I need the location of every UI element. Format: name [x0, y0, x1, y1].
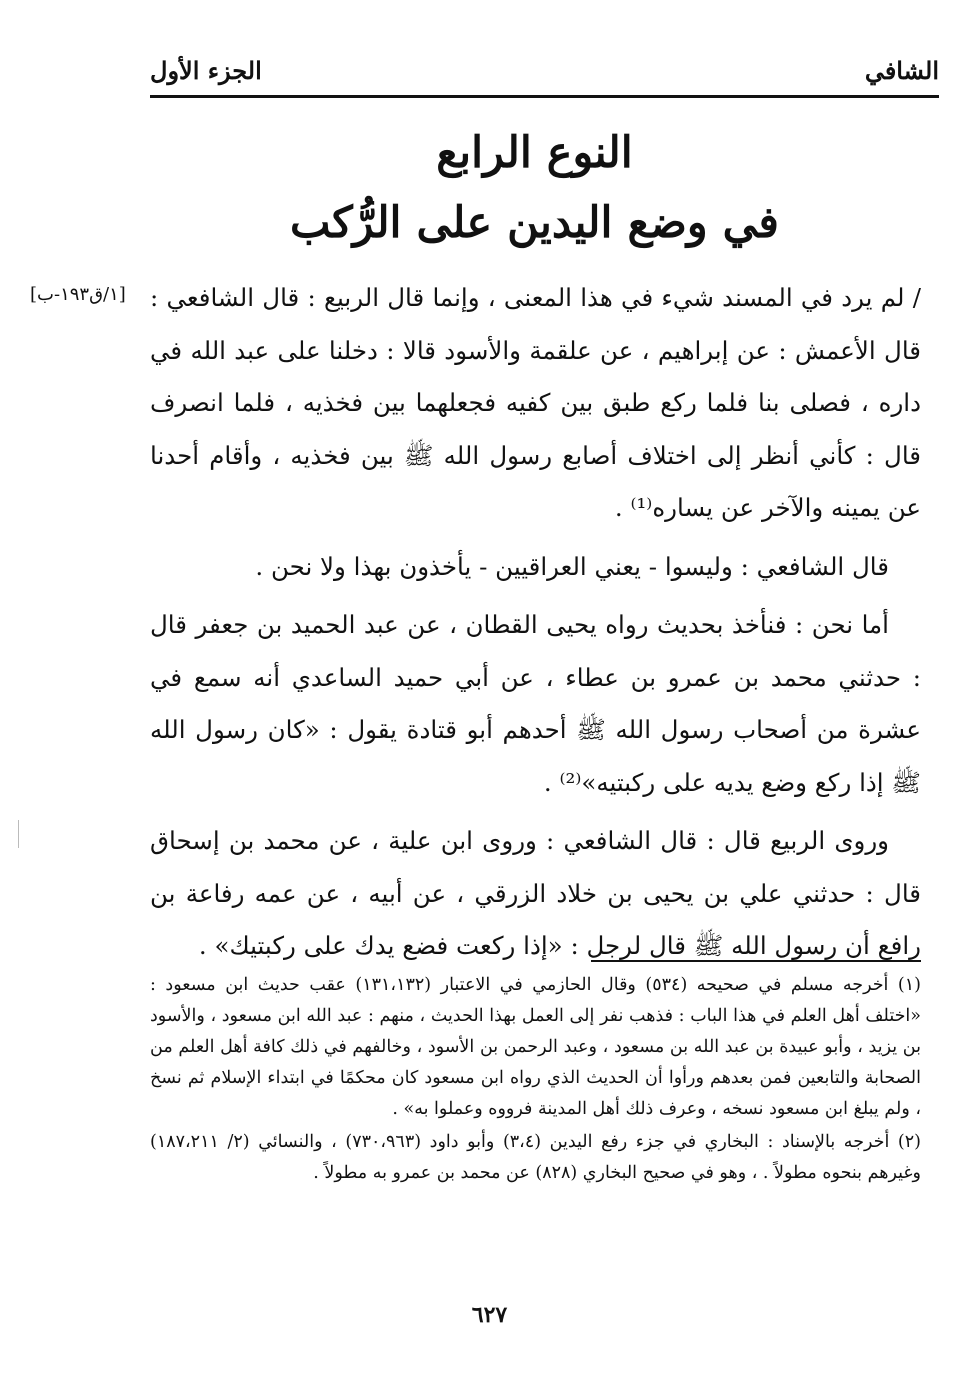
paragraph: أما نحن : فنأخذ بحديث رواه يحيى القطان ، عن عبد الحميد بن جعفر قال : حدثني محمد بن عمرو بن عطاء ، عن أبي حميد الساعدي أنه سمع في عشرة من أصحاب رسول الله ﷺ أحدهم أبو قتادة يقول : «كان رسول الله ﷺ إذا ركع وضع يديه على ركبتيه»⁽²⁾ .: [150, 610, 921, 797]
volume-label: الجزء الأول: [150, 56, 262, 85]
footnote: (١) أخرجه مسلم في صحيحه (٥٣٤) وقال الحازمي في الاعتبار (١٣١،١٣٢) عقب حديث ابن مسعود : «اختلف أهل العلم في هذا الباب : فذهب نفر إلى العمل بهذا الحديث ، منهم : عبد الله ابن مسعود ، والأسود بن يزيد ، وأبو عبيدة بن عبد الله بن مسعود ، وعبد الرحمن بن الأسود ، وخالفهم في ذلك كافة أهل العلم من الصحابة والتابعين فمن بعدهم ورأوا أن الحديث الذي رواه ابن مسعود كان محكمًا في ابتداء الإسلام ثم نسخ ، ولم يبلغ ابن مسعود نسخه ، وعرف ذلك أهل المدينة فرووه وعملوا به» .: [150, 975, 921, 1119]
footnotes: [150, 970, 921, 1191]
header-rule: [150, 95, 939, 98]
margin-reference: [١/ق١٩٣-ب]: [30, 284, 126, 305]
main-text: [150, 272, 921, 979]
section-title-line-2: في وضع اليدين على الرُّكب: [290, 198, 779, 248]
paragraph: وروى الربيع قال : قال الشافعي : وروى ابن علية ، عن محمد بن إسحاق قال : حدثني علي بن يحيى بن خلاد الزرقي ، عن أبيه ، عن عمه رفاعة بن رافع أن رسول الله ﷺ قال لرجل : «إذا ركعت فضع يدك على ركبتيك» .: [150, 826, 921, 960]
section-title-line-1: النوع الرابع: [436, 128, 633, 178]
book-title: الشافي: [864, 56, 939, 85]
scan-mark: [18, 820, 19, 848]
footnote-separator: [591, 960, 921, 962]
paragraph: / لم يرد في المسند شيء في هذا المعنى ، وإنما قال الربيع : قال الشافعي : قال الأعمش : عن إبراهيم ، عن علقمة والأسود قالا : دخلنا على عبد الله في داره ، فصلى بنا فلما ركع طبق بين كفيه فجعلهما بين فخذيه ، فلما انصرف قال : كأني أنظر إلى اختلاف أصابع رسول الله ﷺ بين فخذيه ، وأقام أحدنا عن يمينه والآخر عن يساره⁽¹⁾ .: [150, 283, 921, 522]
footnote: (٢) أخرجه بالإسناد : البخاري في جزء رفع اليدين (٣،٤) وأبو داود (٧٣٠،٩٦٣) ، والنسائي (٢/ ١٨٧،٢١١) وغيرهم بنحوه مطولاً . ، وهو في صحيح البخاري (٨٢٨) عن محمد بن عمرو به مطولاً .: [150, 1132, 921, 1183]
running-header: [150, 52, 939, 98]
page-number: ٦٢٧: [471, 1302, 508, 1328]
paragraph: قال الشافعي : وليسوا - يعني العراقيين - يأخذون بهذا ولا نحن .: [255, 551, 889, 581]
section-title: [150, 118, 919, 258]
